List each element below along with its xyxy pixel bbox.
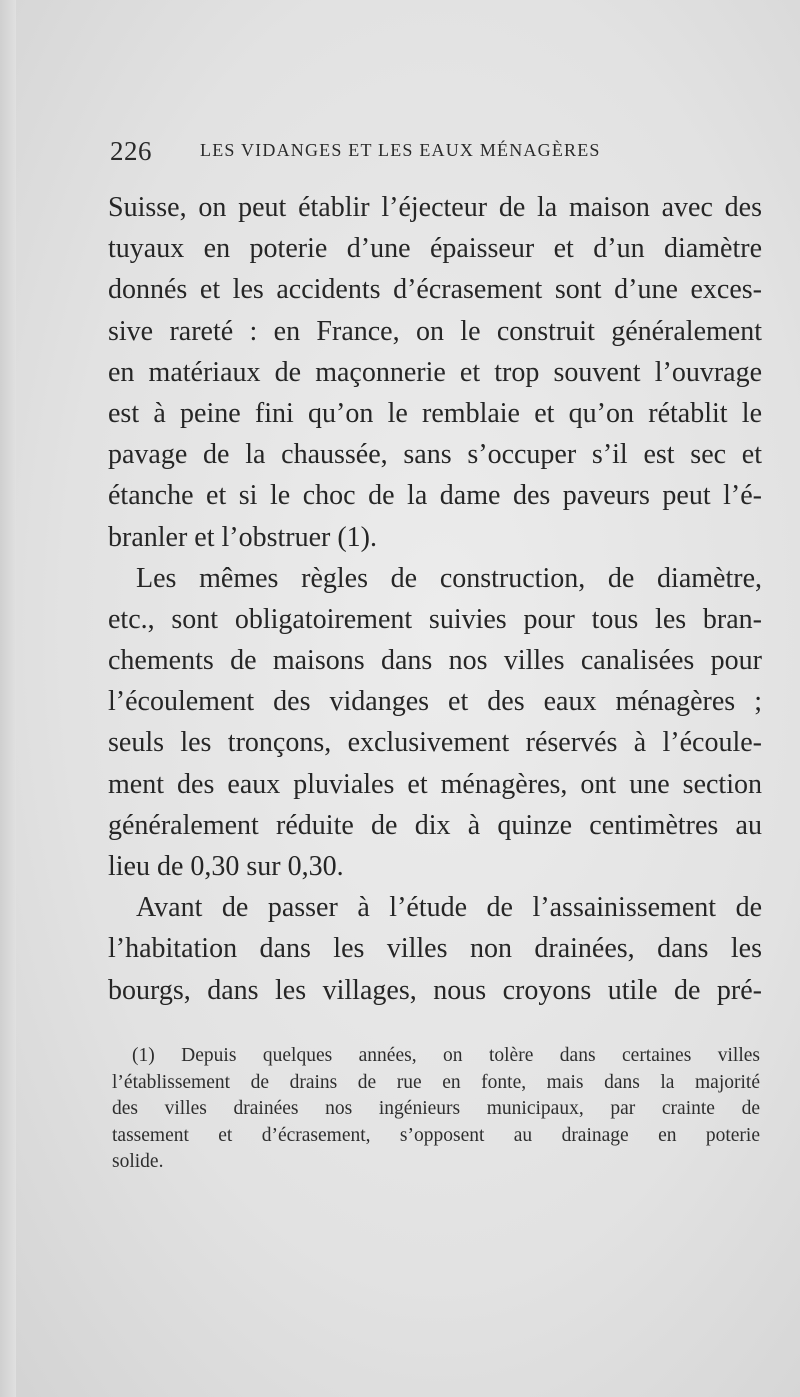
text-line: ment des eaux pluviales et ménagères, ont une section [108,768,762,800]
text-line: etc., sont obligatoirement suivies pour tous les bran- [108,603,762,635]
text-line: sive rareté : en France, on le construit généralement [108,315,762,347]
text-line: lieu de 0,30 sur 0,30. [108,851,344,882]
text-line: bourgs, dans les villages, nous croyons utile de pré- [108,974,762,1006]
text-line: seuls les tronçons, exclusivement réservés à l’écoule- [108,727,762,759]
text-line: Les mêmes règles de construction, de diamètre, [136,562,762,594]
footnote-line: solide. [112,1151,164,1172]
text-line: Suisse, on peut établir l’éjecteur de la maison avec des [108,192,762,223]
text-line: tuyaux en poterie d’une épaisseur et d’un diamètre [108,233,762,265]
text-line: en matériaux de maçonnerie et trop souvent l’ouvrage [108,356,762,388]
footnote [112,1043,760,1176]
text-line: est à peine fini qu’on le remblaie et qu’on rétablit le [108,397,762,429]
text-line: chements de maisons dans nos villes canalisées pour [108,645,762,677]
text-line: Avant de passer à l’étude de l’assainissement de [136,892,762,924]
text-line: généralement réduite de dix à quinze centimètres au [108,809,762,841]
text-line: étanche et si le choc de la dame des paveurs peut l’é- [108,480,762,512]
text-line: donnés et les accidents d’écrasement sont d’une exces- [108,274,762,306]
running-header [110,136,670,170]
footnote-line: l’établissement de drains de rue en fonte, mais dans la majorité [112,1071,760,1093]
text-line: l’écoulement des vidanges et des eaux ménagères ; [108,686,762,718]
running-title: LES VIDANGES ET LES EAUX MÉNAGÈRES [200,140,601,160]
footnote-line: des villes drainées nos ingénieurs municipaux, par crainte de [112,1098,760,1119]
main-text [108,187,762,1011]
page-gutter-edge [0,0,16,1397]
footnote-line: tassement et d’écrasement, s’opposent au drainage en poterie [112,1124,760,1146]
text-line: branler et l’obstruer (1). [108,521,377,553]
text-line: pavage de la chaussée, sans s’occuper s’il est sec et [108,439,762,471]
page-number: 226 [110,136,152,166]
footnote-line: (1) Depuis quelques années, on tolère dans certaines villes [132,1045,760,1066]
text-line: l’habitation dans les villes non drainées, dans les [108,933,762,965]
